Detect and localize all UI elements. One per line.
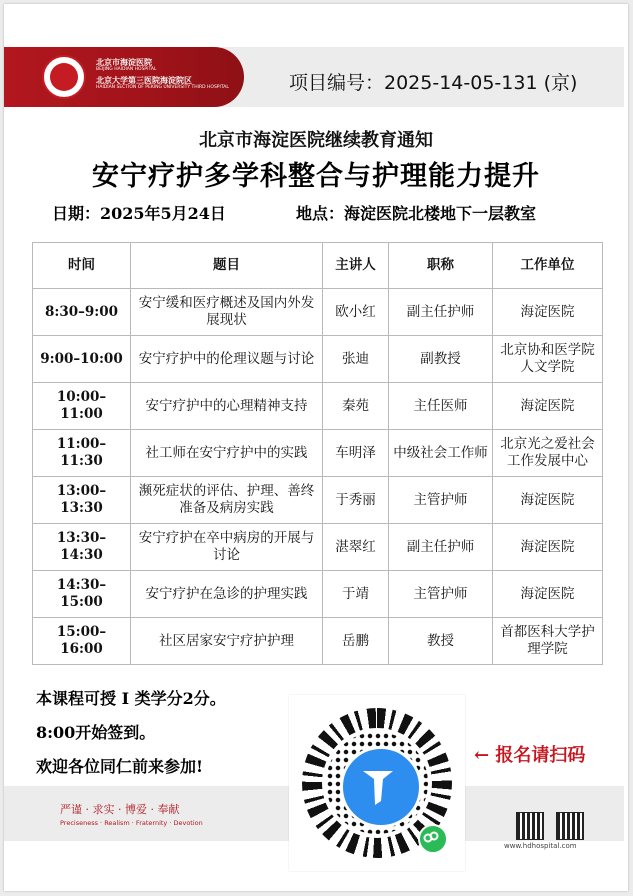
welcome-note: 欢迎各位同仁前来参加! xyxy=(36,757,204,776)
notice-page xyxy=(4,4,628,891)
row-title: 副主任护师 xyxy=(389,524,493,571)
table-row xyxy=(33,571,603,618)
header-title: 职称 xyxy=(389,243,493,289)
row-speaker: 于靖 xyxy=(323,571,389,618)
row-org: 海淀医院 xyxy=(493,571,603,618)
row-speaker: 车明泽 xyxy=(323,430,389,477)
table-row xyxy=(33,336,603,383)
hospital-logo-emblem-icon xyxy=(50,63,78,91)
header-org: 工作单位 xyxy=(493,243,603,289)
scan-hint: ← 报名请扫码 xyxy=(474,745,586,766)
row-title: 主管护师 xyxy=(389,477,493,524)
project-code: 项目编号：2025-14-05-131 (京) xyxy=(289,72,578,94)
page-title: 安宁疗护多学科整合与护理能力提升 xyxy=(92,161,540,192)
table-row xyxy=(33,383,603,430)
row-topic: 安宁疗护中的心理精神支持 xyxy=(131,383,323,430)
table-row xyxy=(33,477,603,524)
row-topic: 安宁缓和医疗概述及国内外发展现状 xyxy=(131,289,323,336)
cross-arrow-icon xyxy=(343,749,413,819)
header-speaker: 主讲人 xyxy=(323,243,389,289)
table-row xyxy=(33,289,603,336)
row-org: 北京协和医学院人文学院 xyxy=(493,336,603,383)
notice-heading: 北京市海淀医院继续教育通知 xyxy=(199,130,433,151)
row-topic: 社区居家安宁疗护护理 xyxy=(131,618,323,665)
row-speaker: 岳鹏 xyxy=(323,618,389,665)
hospital-section-en: HAIDIAN SECTION OF PEKING UNIVERSITY THIRD HOSPITAL xyxy=(96,85,229,90)
row-title: 中级社会工作师 xyxy=(389,430,493,477)
row-speaker: 于秀丽 xyxy=(323,477,389,524)
row-speaker: 湛翠红 xyxy=(323,524,389,571)
row-title: 主任医师 xyxy=(389,383,493,430)
link-icon xyxy=(420,826,442,848)
row-time: 13:00–13:30 xyxy=(33,477,131,524)
table-row xyxy=(33,430,603,477)
row-topic: 安宁疗护在急诊的护理实践 xyxy=(131,571,323,618)
event-date: 日期：2025年5月24日 xyxy=(52,204,226,223)
table-header-row xyxy=(33,243,603,289)
row-topic: 安宁疗护中的伦理议题与讨论 xyxy=(131,336,323,383)
hospital-section-cn: 北京大学第三医院海淀院区 xyxy=(96,76,192,85)
slogan-cn: 严谨 · 求实 · 博爱 · 奉献 xyxy=(60,803,180,816)
row-time: 9:00–10:00 xyxy=(33,336,131,383)
row-title: 主管护师 xyxy=(389,571,493,618)
row-org: 北京光之爱社会工作发展中心 xyxy=(493,430,603,477)
row-speaker: 张迪 xyxy=(323,336,389,383)
row-time: 13:30–14:30 xyxy=(33,524,131,571)
row-org: 海淀医院 xyxy=(493,524,603,571)
hospital-name-en: BEIJING HAIDIAN HOSPITAL xyxy=(96,67,157,72)
row-org: 海淀医院 xyxy=(493,289,603,336)
row-speaker: 秦苑 xyxy=(323,383,389,430)
qr-center-logo-icon xyxy=(340,746,422,828)
hospital-name-cn: 北京市海淀医院 xyxy=(96,58,152,67)
footer-qr-right-icon xyxy=(556,812,584,840)
header-time: 时间 xyxy=(33,243,131,289)
header-topic: 题目 xyxy=(131,243,323,289)
row-title: 副教授 xyxy=(389,336,493,383)
website: www.hdhospital.com xyxy=(504,842,577,850)
row-org: 海淀医院 xyxy=(493,383,603,430)
table-row xyxy=(33,618,603,665)
row-speaker: 欧小红 xyxy=(323,289,389,336)
row-topic: 濒死症状的评估、护理、善终准备及病房实践 xyxy=(131,477,323,524)
schedule-table xyxy=(32,242,603,665)
row-time: 15:00–16:00 xyxy=(33,618,131,665)
event-location: 地点：海淀医院北楼地下一层教室 xyxy=(296,204,537,223)
row-title: 副主任护师 xyxy=(389,289,493,336)
table-row xyxy=(33,524,603,571)
row-org: 海淀医院 xyxy=(493,477,603,524)
credit-note: 本课程可授 I 类学分2分。 xyxy=(36,689,226,708)
row-topic: 安宁疗护在卒中病房的开展与讨论 xyxy=(131,524,323,571)
mini-program-badge-icon xyxy=(418,824,448,854)
signin-note: 8:00开始签到。 xyxy=(36,723,156,742)
row-topic: 社工师在安宁疗护中的实践 xyxy=(131,430,323,477)
row-title: 教授 xyxy=(389,618,493,665)
row-time: 14:30–15:00 xyxy=(33,571,131,618)
row-time: 10:00–11:00 xyxy=(33,383,131,430)
slogan-en: Preciseness · Realism · Fraternity · Devotion xyxy=(60,819,203,827)
row-org: 首都医科大学护理学院 xyxy=(493,618,603,665)
row-time: 11:00–11:30 xyxy=(33,430,131,477)
row-time: 8:30–9:00 xyxy=(33,289,131,336)
footer-qr-left-icon xyxy=(516,812,544,840)
